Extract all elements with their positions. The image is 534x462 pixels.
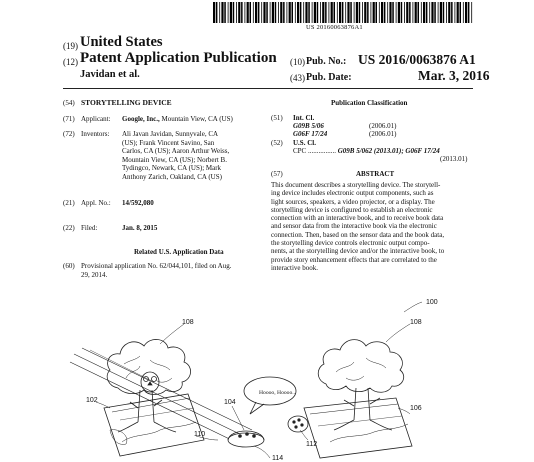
intcl-class-1-date: (2006.01) [369,122,397,130]
applicant-label: Applicant: [81,115,111,123]
inventors-line: Tydingco, Newark, CA (US); Mark [122,164,222,173]
provisional-code: (60) [63,262,75,270]
abstract-text [271,181,476,272]
barcode-bar [371,2,372,23]
intcl-class-2: G06F 17/24 [293,130,328,138]
abstract-line: This document describes a storytelling device. The storytell- [271,181,441,189]
pub-date-value: Mar. 3, 2016 [418,68,490,83]
barcode-bar [238,2,240,23]
inventors-line: Mountain View, CA (US); Norbert B. [122,155,227,164]
barcode-bar [350,2,352,23]
barcode-bar [451,2,453,23]
provisional-line: 29, 2014. [81,270,108,279]
abstract-line: nents, at the storytelling device and/or the interactive book, to [271,247,445,256]
barcode-bar [392,2,394,23]
applicant-code: (71) [63,115,75,123]
barcode-bar [345,2,346,23]
cpc-date: (2013.01) [440,155,468,163]
barcode-bar [292,2,294,23]
barcode-bar [423,2,425,23]
abstract-line: and sensor data from the interactive book via the electronic [271,222,437,231]
appl-number: 14/592,080 [122,199,154,207]
inventors-line: (US); Frank Vincent Savino, San [122,138,215,147]
barcode-bar [342,2,344,23]
patent-drawing [0,290,534,462]
barcode-bar [376,2,378,23]
barcode-bar [396,2,397,23]
barcode-bar [455,2,456,23]
publication-type: Patent Application Publication [80,50,277,66]
filed-label: Filed: [81,224,98,232]
inventors-label: Inventors: [81,130,110,138]
barcode-bar [421,2,422,23]
barcode-bar [300,2,302,23]
barcode-bar [401,2,403,23]
barcode-bar [359,2,361,23]
cpc-label: CPC [293,147,307,155]
header-rule [63,88,473,89]
applicant-location: Mountain View, CA (US) [161,115,233,123]
barcode-bar [337,2,338,23]
barcode-bar [308,2,310,23]
barcode-bar [384,2,386,23]
abstract-heading: ABSTRACT [356,170,395,178]
barcode-bar [446,2,447,23]
abstract-line: storytelling device is configured to establish an electronic [271,205,433,214]
barcode-bar [426,2,428,23]
barcode-bar [387,2,388,23]
barcode-bar [272,2,274,23]
barcode-bar [364,2,366,23]
barcode-bar [322,2,324,23]
speaker [288,416,308,432]
barcode-bar [362,2,363,23]
ref-112: 112 [306,441,318,448]
authors: Javidan et al. [80,69,140,80]
speech-text: Hoooo, Hoooo... [259,390,297,396]
barcode-bar [245,2,246,23]
abstract-line: connection with an interactive book, and to receive book data [271,214,444,223]
barcode-bar [415,2,417,23]
abstract-line: provide story enhancement effects that are correlated to the [271,255,437,264]
appl-code: (21) [63,199,75,207]
barcode-bar [305,2,307,23]
pub-class-heading: Publication Classification [331,99,408,107]
barcode-bar [253,2,254,23]
barcode-bar [468,2,470,23]
barcode-bar [413,2,414,23]
barcode-bar [263,2,265,23]
uscl-code: (52) [271,139,283,147]
barcode-bar [367,2,369,23]
barcode-bar [303,2,304,23]
ref-106: 106 [410,405,422,412]
code-43: (43) [290,73,305,83]
barcode-bar [250,2,252,23]
barcode-bar [280,2,282,23]
invention-title: STORYTELLING DEVICE [81,98,172,107]
intcl-label: Int. Cl. [293,114,315,122]
barcode-bar [356,2,358,23]
barcode-bar [255,2,257,23]
ref-108-right: 108 [410,319,422,326]
barcode-bar [287,2,288,23]
inventors-code: (72) [63,130,75,138]
applicant-name: Google, Inc., [122,115,160,123]
barcode-bar [404,2,405,23]
barcode-bar [329,2,330,23]
barcode-bar [317,2,319,23]
barcode-bar [270,2,271,23]
barcode-bar [247,2,249,23]
barcode-bar [354,2,355,23]
right-book-page [304,398,412,458]
intcl-class-2-date: (2006.01) [369,130,397,138]
cpc-classes: G09B 5/062 (2013.01); G06F 17/24 [337,147,440,155]
country: United States [80,34,163,50]
barcode-bar [233,2,235,23]
ref-102: 102 [86,397,98,404]
barcode-bar [379,2,380,23]
ref-104: 104 [224,399,236,406]
barcode-bar [221,2,223,23]
barcode-bar [275,2,277,23]
barcode-bar [297,2,299,23]
filed-date: Jan. 8, 2015 [122,224,158,232]
code-10: (10) [290,57,305,67]
barcode-bar [434,2,436,23]
barcode-bar [465,2,467,23]
barcode-bar [373,2,375,23]
code-19: (19) [63,41,78,51]
appl-label: Appl. No.: [81,199,111,207]
barcode-bar [457,2,459,23]
barcode-bar [471,2,472,23]
ref-114: 114 [272,455,284,462]
barcode-bar [325,2,327,23]
barcode-bar [448,2,450,23]
abstract-line: light sources, speakers, a video projector, or a display. The [271,197,435,206]
abstract-code: (57) [271,170,283,178]
right-tree [318,340,403,430]
barcode-bar [334,2,336,23]
barcode-bar [460,2,462,23]
pub-no-value: US 2016/0063876 A1 [358,52,476,67]
barcode-bar [266,2,268,23]
barcode-bar [295,2,296,23]
storytelling-device [228,431,264,447]
barcode-bar [314,2,316,23]
barcode-bar [228,2,229,23]
barcode-bar [261,2,262,23]
title-code: (54) [63,99,75,107]
related-data-heading: Related U.S. Application Data [134,248,224,256]
barcode-bar [289,2,291,23]
barcode-bar [258,2,260,23]
barcode-bar [406,2,408,23]
pub-no-label: Pub. No.: [306,56,347,67]
barcode-bar [213,2,215,23]
left-book-page [104,394,204,456]
barcode-bar [312,2,313,23]
code-12: (12) [63,57,78,67]
barcode-bar [347,2,349,23]
barcode-bar [241,2,243,23]
abstract-line: interactive book. [271,263,319,272]
filed-code: (22) [63,224,75,232]
provisional-line: Provisional application No. 62/044,101, filed on Aug. [81,262,232,270]
barcode-bar [398,2,400,23]
pub-date-label: Pub. Date: [306,72,352,83]
barcode-bar [409,2,411,23]
cpc-dots: ................ [307,147,336,155]
barcode-bar [381,2,383,23]
barcode-bar [320,2,321,23]
uscl-label: U.S. Cl. [293,139,316,147]
barcode-bar [216,2,218,23]
intcl-class-1: G09B 5/06 [293,122,324,130]
barcode-number: US 20160063876A1 [306,24,363,31]
intcl-code: (51) [271,114,283,122]
barcode-bar [219,2,220,23]
barcode-bar [443,2,445,23]
inventors-line: Ali Javan Javidan, Sunnyvale, CA [122,130,219,138]
barcode-bar [230,2,232,23]
barcode-bar [431,2,433,23]
abstract-line: connection. Then, based on the sensor data and the book data, [271,230,445,239]
barcode-bar [438,2,439,23]
ref-100: 100 [426,299,438,306]
inventors-line: Anthony Zarich, Oakland, CA (US) [122,172,222,181]
barcode-bar [418,2,420,23]
barcode-bar [440,2,442,23]
barcode-bar [283,2,285,23]
provisional-text [81,262,281,279]
ref-108-left: 108 [182,319,194,326]
owl-figure [141,372,159,392]
inventors-list [122,130,272,182]
barcode-bar [339,2,341,23]
barcode-bar [389,2,391,23]
barcode-bar [331,2,333,23]
barcode [213,2,475,23]
abstract-line: ing device includes electronic output components, such as [271,189,434,198]
barcode-bar [429,2,430,23]
barcode-bar [278,2,279,23]
cpc-line [293,147,440,156]
barcode-bar [463,2,464,23]
abstract-line: the storytelling device controls electronic output compo- [271,239,430,248]
inventors-line: Carlos, CA (US); Aaron Arthur Weiss, [122,147,230,156]
barcode-bar [236,2,237,23]
barcode-bar [224,2,226,23]
ref-110: 110 [194,431,206,438]
